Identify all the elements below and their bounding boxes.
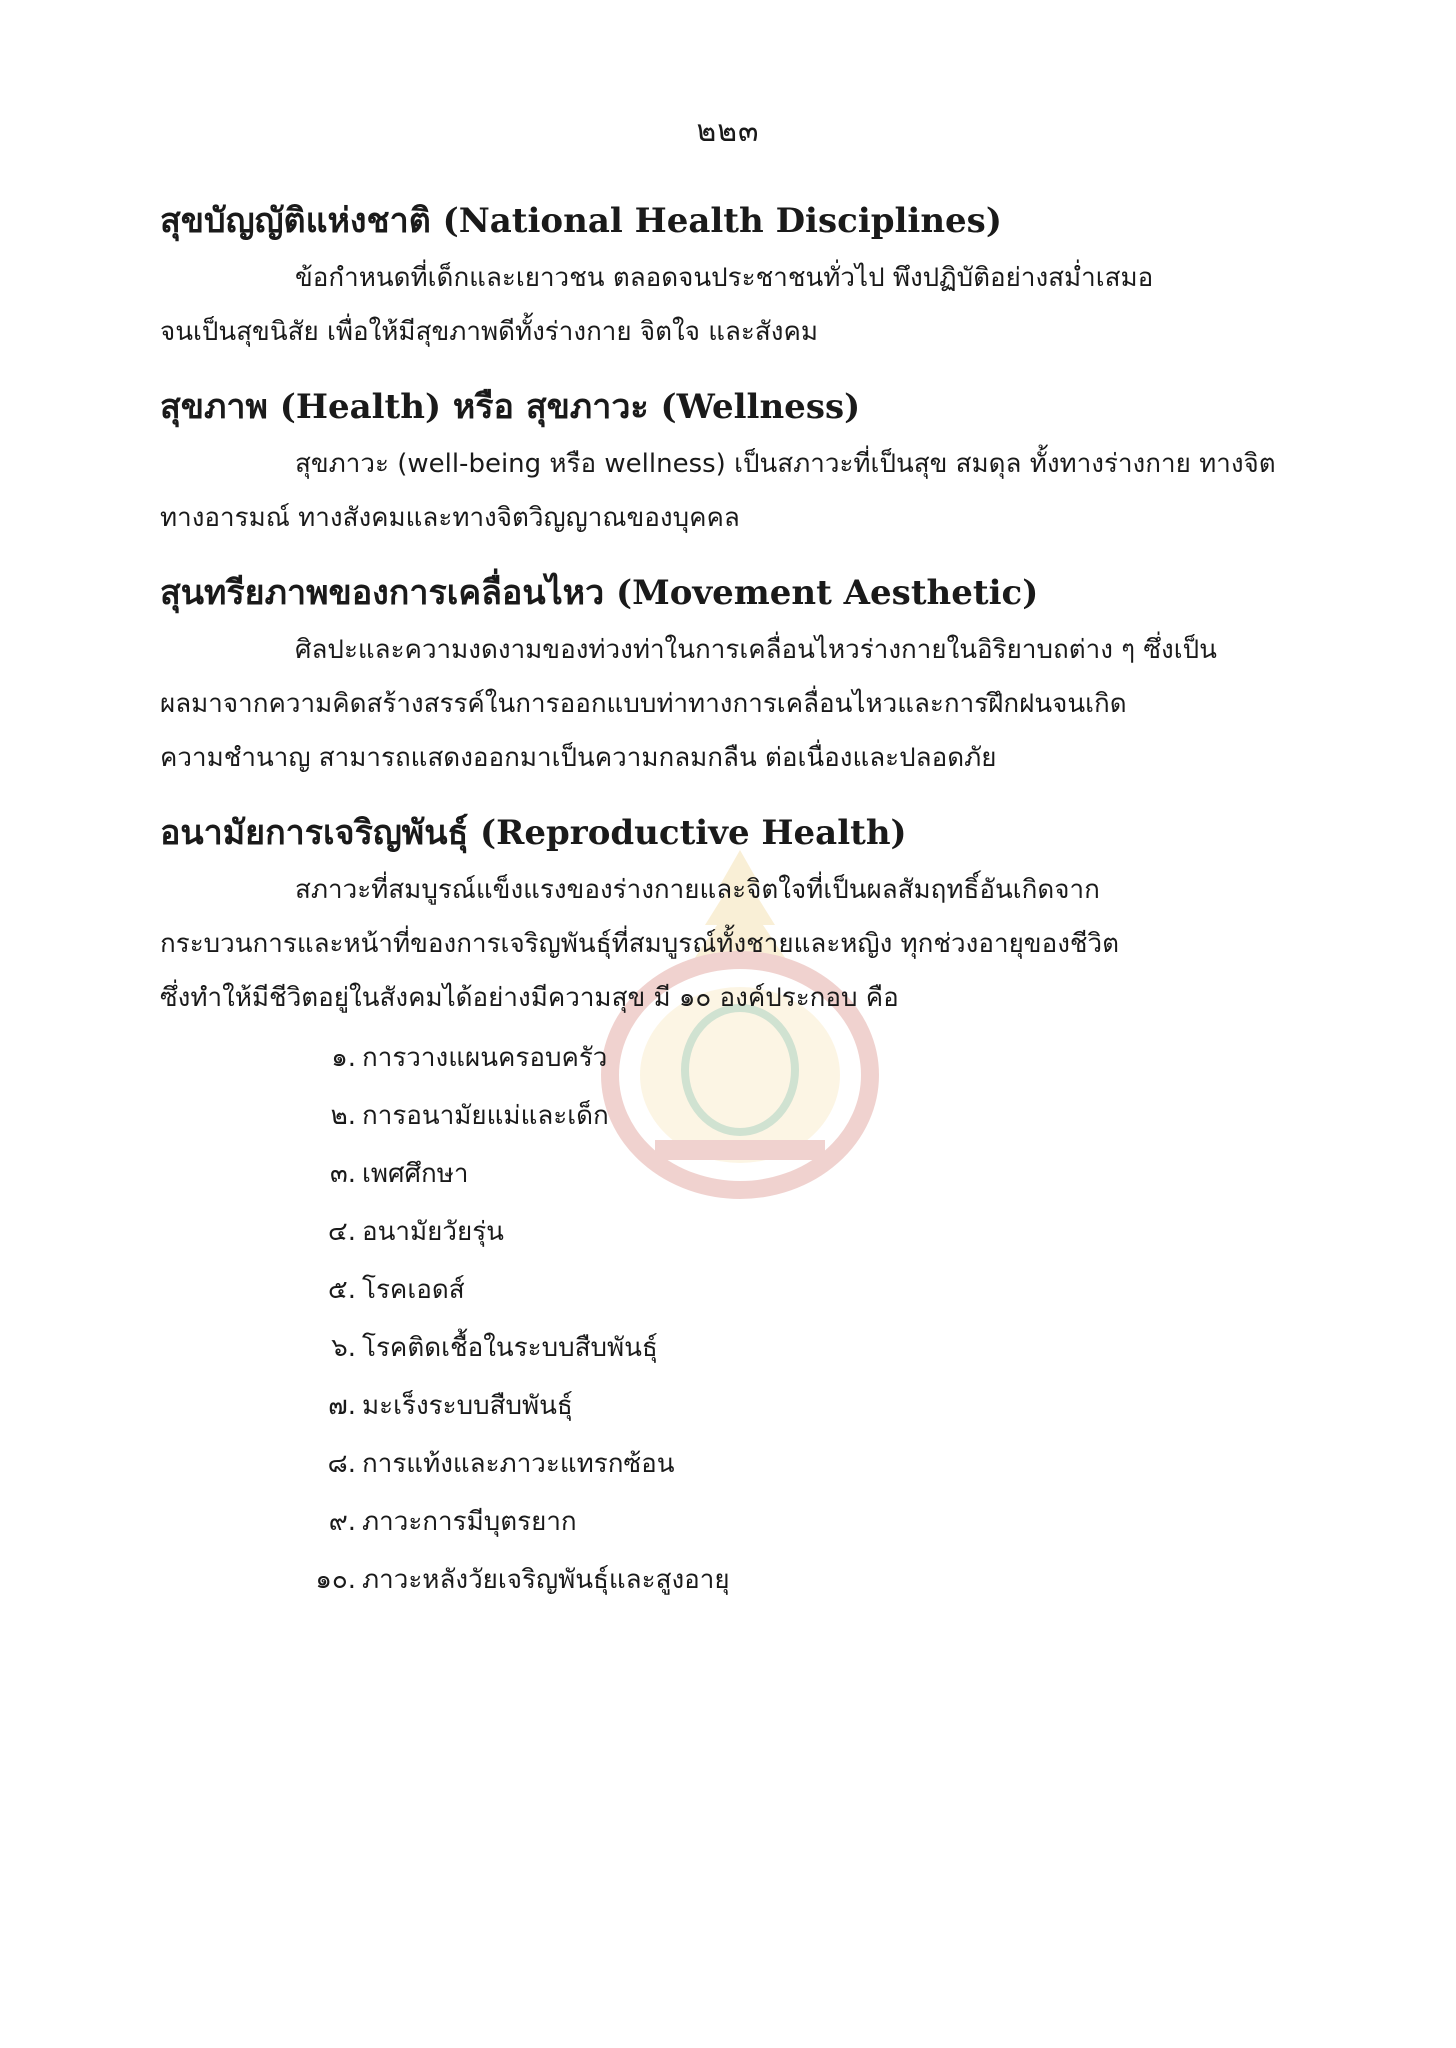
section-national-health-disciplines	[160, 195, 1320, 359]
section-paragraph	[160, 863, 1320, 1025]
section-heading: อนามัยการเจริญพันธุ์ (Reproductive Health)	[160, 813, 907, 853]
list-item	[160, 1319, 1320, 1377]
paragraph-line: ความชำนาญ สามารถแสดงออกมาเป็นความกลมกลืน ต่อเนื่องและปลอดภัย	[160, 743, 997, 773]
document-body	[160, 195, 1320, 1631]
list-number: ๓.	[329, 1159, 356, 1189]
component-list	[160, 1029, 1320, 1609]
list-text: โรคเอดส์	[362, 1275, 465, 1305]
list-text: โรคติดเชื้อในระบบสืบพันธุ์	[362, 1333, 658, 1363]
section-paragraph	[160, 437, 1320, 545]
paragraph-line: ผลมาจากความคิดสร้างสรรค์ในการออกแบบท่าทางการเคลื่อนไหวและการฝึกฝนจนเกิด	[160, 689, 1127, 719]
list-item	[160, 1203, 1320, 1261]
list-number: ๑.	[331, 1043, 356, 1073]
paragraph-line: ข้อกำหนดที่เด็กและเยาวชน ตลอดจนประชาชนทั่วไป พึงปฏิบัติอย่างสม่ำเสมอ	[295, 263, 1154, 293]
paragraph-line: ทางอารมณ์ ทางสังคมและทางจิตวิญญาณของบุคคล	[160, 503, 740, 533]
section-heading: สุนทรียภาพของการเคลื่อนไหว (Movement Aesthetic)	[160, 573, 1039, 613]
list-number: ๘.	[327, 1449, 356, 1479]
list-item	[160, 1551, 1320, 1609]
section-reproductive-health	[160, 807, 1320, 1609]
paragraph-line: ซึ่งทำให้มีชีวิตอยู่ในสังคมได้อย่างมีความสุข มี ๑๐ องค์ประกอบ คือ	[160, 983, 899, 1013]
list-text: เพศศึกษา	[362, 1159, 469, 1189]
section-paragraph	[160, 623, 1320, 785]
section-heading: สุขบัญญัติแห่งชาติ (National Health Disciplines)	[160, 201, 1002, 241]
list-number: ๑๐.	[315, 1565, 356, 1595]
section-paragraph	[160, 251, 1320, 359]
list-item	[160, 1435, 1320, 1493]
section-health-wellness	[160, 381, 1320, 545]
list-item	[160, 1377, 1320, 1435]
list-item	[160, 1087, 1320, 1145]
section-heading: สุขภาพ (Health) หรือ สุขภาวะ (Wellness)	[160, 387, 861, 427]
list-number: ๖.	[331, 1333, 356, 1363]
paragraph-line: สภาวะที่สมบูรณ์แข็งแรงของร่างกายและจิตใจที่เป็นผลสัมฤทธิ์อันเกิดจาก	[295, 875, 1100, 905]
list-number: ๙.	[328, 1507, 356, 1537]
list-item	[160, 1493, 1320, 1551]
paragraph-line: ศิลปะและความงดงามของท่วงท่าในการเคลื่อนไหวร่างกายในอิริยาบถต่าง ๆ ซึ่งเป็น	[295, 635, 1217, 665]
list-text: การแท้งและภาวะแทรกซ้อน	[362, 1449, 675, 1479]
list-number: ๕.	[328, 1275, 356, 1305]
list-number: ๒.	[330, 1101, 356, 1131]
list-text: การวางแผนครอบครัว	[362, 1043, 608, 1073]
list-item	[160, 1145, 1320, 1203]
list-number: ๔.	[328, 1217, 356, 1247]
list-number: ๗.	[328, 1391, 356, 1421]
page-number: ๒๒๓	[696, 114, 760, 149]
list-text: ภาวะหลังวัยเจริญพันธุ์และสูงอายุ	[362, 1565, 730, 1595]
paragraph-line: จนเป็นสุขนิสัย เพื่อให้มีสุขภาพดีทั้งร่างกาย จิตใจ และสังคม	[160, 317, 818, 347]
paragraph-line: สุขภาวะ (well-being หรือ wellness) เป็นสภาวะที่เป็นสุข สมดุล ทั้งทางร่างกาย ทางจิต	[295, 449, 1276, 479]
paragraph-line: กระบวนการและหน้าที่ของการเจริญพันธุ์ที่สมบูรณ์ทั้งชายและหญิง ทุกช่วงอายุของชีวิต	[160, 929, 1120, 959]
list-text: อนามัยวัยรุ่น	[362, 1217, 504, 1247]
list-item	[160, 1029, 1320, 1087]
list-text: การอนามัยแม่และเด็ก	[362, 1101, 609, 1131]
list-text: ภาวะการมีบุตรยาก	[362, 1507, 577, 1537]
list-item	[160, 1261, 1320, 1319]
list-text: มะเร็งระบบสืบพันธุ์	[362, 1391, 573, 1421]
section-movement-aesthetic	[160, 567, 1320, 785]
